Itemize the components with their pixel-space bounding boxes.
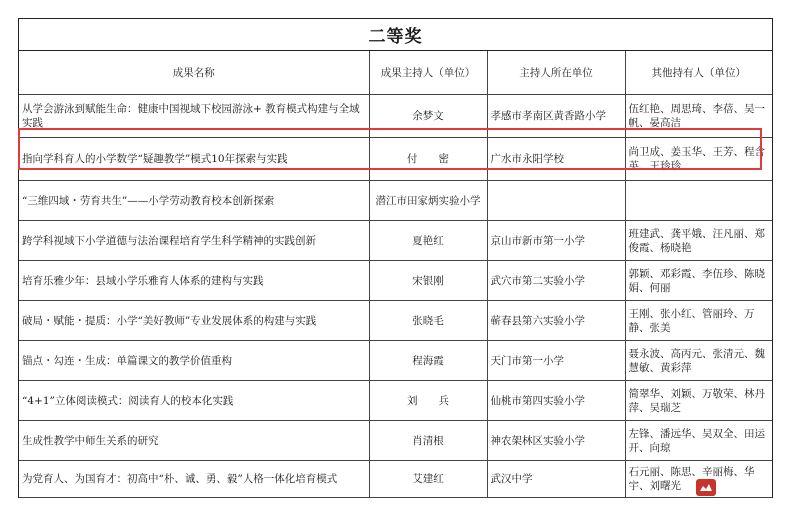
stamp-logo-icon: [696, 479, 716, 496]
table-row: [19, 301, 772, 341]
cell-others: 尚卫成、姜玉华、王芳、程含英、王珍珍: [625, 138, 772, 181]
cell-others: 伍红艳、周思琦、李蓓、吴一帆、晏高洁: [625, 95, 772, 138]
cell-host: 付 密: [369, 138, 487, 181]
table-header-row: [19, 51, 772, 95]
cell-unit: 武汉中学: [487, 461, 625, 498]
cell-host: 夏艳红: [369, 221, 487, 261]
cell-host: 张晓毛: [369, 301, 487, 341]
cell-unit: 蕲春县第六实验小学: [487, 301, 625, 341]
table-row: [19, 181, 772, 221]
cell-unit: 京山市新市第一小学: [487, 221, 625, 261]
cell-unit: 天门市第一小学: [487, 341, 625, 381]
header-host-unit: 主持人所在单位: [487, 51, 625, 95]
cell-name: 从学会游泳到赋能生命：健康中国视域下校园游泳+ 教育模式构建与全域实践: [19, 95, 369, 138]
header-other-holders: 其他持有人（单位）: [625, 51, 772, 95]
cell-others: 聂永波、高丙元、张清元、魏慧敏、黄彩萍: [625, 341, 772, 381]
cell-name: 为党育人、为国育才：初高中“朴、诚、勇、毅”人格一体化培育模式: [19, 461, 369, 498]
cell-name: “三维四域・劳育共生”——小学劳动教育校本创新探索: [19, 181, 369, 221]
cell-unit: 武穴市第二实验小学: [487, 261, 625, 301]
cell-host: 宋银刚: [369, 261, 487, 301]
cell-name: 锚点・勾连・生成：单篇课文的教学价值重构: [19, 341, 369, 381]
cell-host: 艾建红: [369, 461, 487, 498]
header-host: 成果主持人（单位）: [369, 51, 487, 95]
table-row-highlighted: [19, 138, 772, 181]
cell-others: 郭颖、邓彩霞、李伍珍、陈晓娟、何丽: [625, 261, 772, 301]
cell-name: 生成性教学中师生关系的研究: [19, 421, 369, 461]
cell-unit: 仙桃市第四实验小学: [487, 381, 625, 421]
cell-unit: 孝感市孝南区黄香路小学: [487, 95, 625, 138]
cell-others: 王刚、张小红、管丽玲、万静、张美: [625, 301, 772, 341]
cell-unit: 神农架林区实验小学: [487, 421, 625, 461]
cell-others: 左锋、潘远华、吴双全、田运开、向琼: [625, 421, 772, 461]
cell-others: 班建武、龚平娥、汪凡丽、郑俊霞、杨晓艳: [625, 221, 772, 261]
cell-name: 跨学科视域下小学道德与法治课程培育学生科学精神的实践创新: [19, 221, 369, 261]
cell-name: 指向学科育人的小学数学“疑趣教学”模式10年探索与实践: [19, 138, 369, 181]
header-achievement-name: 成果名称: [19, 51, 369, 95]
table-row: [19, 421, 772, 461]
table-title: 二等奖: [19, 19, 772, 51]
table-row: [19, 461, 772, 498]
cell-unit: 广水市永阳学校: [487, 138, 625, 181]
cell-name: “4+1”立体阅读模式：阅读育人的校本化实践: [19, 381, 369, 421]
cell-host: 余梦文: [369, 95, 487, 138]
table-row: [19, 221, 772, 261]
cell-others: 石元丽、陈思、辛丽梅、华宇、刘曙光: [625, 461, 772, 498]
cell-unit: [487, 181, 625, 221]
cell-name: 培育乐雅少年：县域小学乐雅育人体系的建构与实践: [19, 261, 369, 301]
award-table-sheet: [18, 18, 773, 498]
table-row: [19, 261, 772, 301]
cell-name: 破局・赋能・提质：小学“美好教师”专业发展体系的构建与实践: [19, 301, 369, 341]
table-row: [19, 95, 772, 138]
cell-host: 程海霞: [369, 341, 487, 381]
cell-host: 刘 兵: [369, 381, 487, 421]
cell-host: 潜江市田家炳实验小学: [369, 181, 487, 221]
award-table: [19, 51, 772, 498]
cell-host: 肖清根: [369, 421, 487, 461]
table-row: [19, 381, 772, 421]
cell-others: [625, 181, 772, 221]
table-row: [19, 341, 772, 381]
cell-others: 简翠华、刘颖、万敬荣、林丹萍、吴瑞芝: [625, 381, 772, 421]
